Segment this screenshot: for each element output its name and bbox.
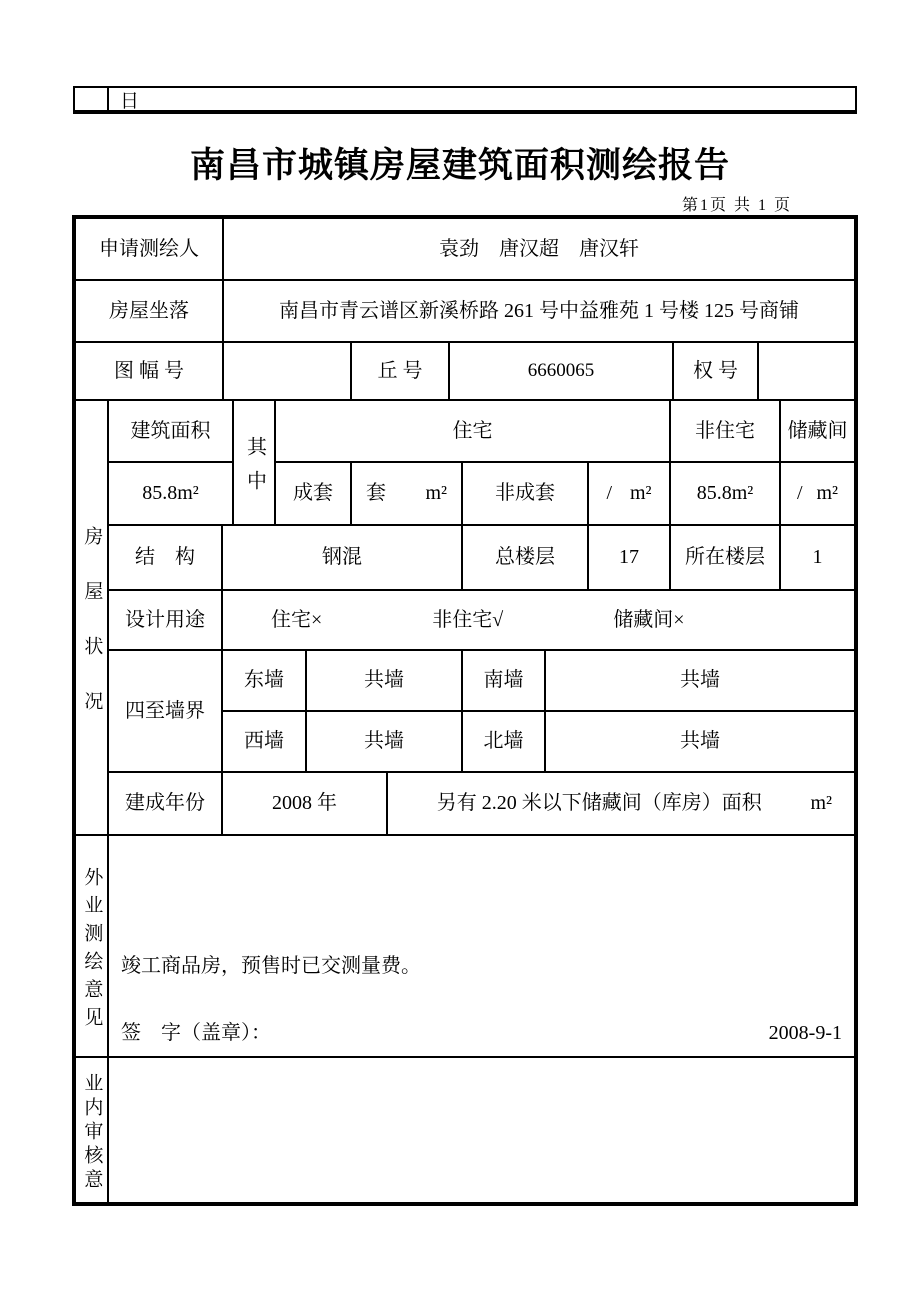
design-use-values bbox=[222, 590, 855, 650]
continuation-strip bbox=[73, 86, 857, 114]
south-wall-label: 南墙 bbox=[462, 650, 545, 711]
signature-label: 签 字（盖章）： bbox=[121, 1022, 271, 1044]
year-built-value: 2008 年 bbox=[222, 772, 387, 835]
set-label: 套 bbox=[366, 482, 386, 504]
walls-label: 四至墙界 bbox=[108, 650, 222, 772]
continuation-strip-empty-cell bbox=[75, 88, 109, 110]
building-area-header: 建筑面积 bbox=[108, 400, 233, 462]
structure-label: 结 构 bbox=[108, 525, 222, 590]
design-use-storage: 储藏间× bbox=[613, 608, 685, 631]
continuation-strip-date-cell: 日 bbox=[120, 90, 140, 112]
located-floor-label: 所在楼层 bbox=[670, 525, 780, 590]
plot-number-label: 丘 号 bbox=[351, 342, 449, 400]
right-number-label: 权 号 bbox=[673, 342, 758, 400]
map-sheet-value bbox=[223, 342, 351, 400]
extra-storage-label: 另有 2.20 米以下储藏间（库房）面积 bbox=[436, 792, 762, 814]
map-sheet-label: 图 幅 号 bbox=[75, 342, 223, 400]
storage-unit: m² bbox=[816, 482, 839, 504]
west-wall-value: 共墙 bbox=[306, 711, 462, 772]
location-value: 南昌市青云谱区新溪桥路 261 号中益雅苑 1 号楼 125 号商铺 bbox=[223, 280, 855, 342]
internal-review-section-label bbox=[75, 1057, 108, 1203]
internal-review-section-text: 业内审核意 bbox=[81, 1072, 103, 1193]
incomplete-set-label: 非成套 bbox=[462, 462, 588, 525]
set-unit: m² bbox=[425, 482, 447, 504]
storage-value: / bbox=[796, 482, 803, 504]
page-number: 第1页 共 1 页 bbox=[681, 197, 792, 214]
report-table bbox=[72, 215, 858, 1206]
year-built-label: 建成年份 bbox=[108, 772, 222, 835]
applicant-value: 袁劲 唐汉超 唐汉轩 bbox=[223, 218, 855, 280]
page-title: 南昌市城镇房屋建筑面积测绘报告 bbox=[189, 146, 730, 185]
non-residential-header: 非住宅 bbox=[670, 400, 780, 462]
house-status-section-label bbox=[75, 400, 108, 835]
north-wall-value: 共墙 bbox=[545, 711, 855, 772]
complete-set-label: 成套 bbox=[275, 462, 351, 525]
field-survey-section-text: 外业测绘意见 bbox=[81, 866, 103, 1035]
incomplete-set-unit: m² bbox=[630, 482, 652, 504]
north-wall-label: 北墙 bbox=[462, 711, 545, 772]
total-floors-value: 17 bbox=[588, 525, 670, 590]
among-which-text: 其中 bbox=[243, 435, 266, 504]
east-wall-label: 东墙 bbox=[222, 650, 306, 711]
field-survey-opinion: 竣工商品房，预售时已交测量费。 bbox=[121, 955, 421, 977]
house-status-section-text: 房屋状况 bbox=[81, 525, 103, 746]
design-use-label: 设计用途 bbox=[108, 590, 222, 650]
building-area-value: 85.8m² bbox=[108, 462, 233, 525]
residential-header: 住宅 bbox=[275, 400, 670, 462]
set-unit-cell bbox=[351, 462, 462, 525]
south-wall-value: 共墙 bbox=[545, 650, 855, 711]
extra-storage-unit: m² bbox=[810, 792, 832, 814]
total-floors-label: 总楼层 bbox=[462, 525, 588, 590]
field-survey-section-label bbox=[75, 835, 108, 1057]
survey-date: 2008-9-1 bbox=[768, 1022, 842, 1044]
non-residential-value: 85.8m² bbox=[670, 462, 780, 525]
plot-number-value: 6660065 bbox=[449, 342, 673, 400]
applicant-label: 申请测绘人 bbox=[75, 218, 223, 280]
right-number-value bbox=[758, 342, 855, 400]
structure-value: 钢混 bbox=[222, 525, 462, 590]
design-use-residential: 住宅× bbox=[271, 608, 323, 631]
among-which-cell bbox=[233, 400, 275, 525]
storage-header: 储藏间 bbox=[780, 400, 855, 462]
storage-value-cell bbox=[780, 462, 855, 525]
incomplete-set-value: / bbox=[606, 482, 612, 504]
location-label: 房屋坐落 bbox=[75, 280, 223, 342]
field-survey-content-cell bbox=[108, 835, 855, 1057]
west-wall-label: 西墙 bbox=[222, 711, 306, 772]
located-floor-value: 1 bbox=[780, 525, 855, 590]
extra-storage-cell bbox=[387, 772, 855, 835]
incomplete-set-value-cell bbox=[588, 462, 670, 525]
design-use-non-residential: 非住宅√ bbox=[432, 608, 504, 631]
internal-review-content-cell bbox=[108, 1057, 855, 1203]
east-wall-value: 共墙 bbox=[306, 650, 462, 711]
